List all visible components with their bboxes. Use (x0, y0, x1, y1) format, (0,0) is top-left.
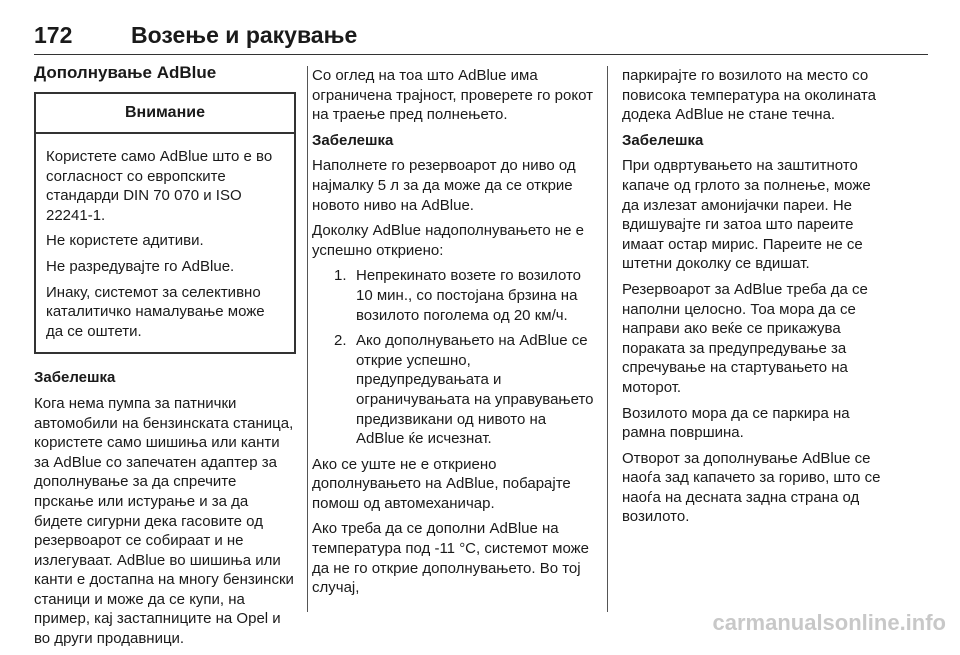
list-item-number: 1. (334, 267, 347, 285)
note-body: Кога нема пумпа за патнички автомобили на бензинската станица, користете само шишиња или канти за AdBlue со запечатен адаптер за дополнување за да спречите прскање или истурање и за да бидете сигурни дека гасовите од резервоарот се собираат и не излегуваат. AdBlue во шишиња или канти е достапна на многу бензински станици и може да се купи, на пример, кај застапниците на Opel и во други продавници. (34, 394, 294, 648)
warning-paragraph: Користете само AdBlue што е во согласност со европските стандарди DIN 70 070 и ISO 22241-1. (46, 148, 273, 224)
warning-paragraph: Не користете адитиви. (46, 232, 204, 250)
column-2 (312, 66, 594, 604)
note-title: Забелешка (34, 369, 116, 387)
note-body: Наполнете го резервоарот до ниво од најмалку 5 л за да може да се открие новото ниво на AdBlue. (312, 157, 576, 214)
paragraph: Ако се уште не е откриено дополнувањето на AdBlue, побарајте помош од автомеханичар. (312, 455, 571, 512)
list-item (312, 331, 594, 449)
paragraph: Доколку AdBlue надополнувањето не е успешно откриено: (312, 222, 585, 259)
warning-box (34, 92, 296, 354)
list-item (312, 266, 594, 325)
note-title: Забелешка (312, 131, 394, 149)
list-item-text: Ако дополнувањето на AdBlue се открие успешно, предупредувањата и ограничувањата на управувањето предизвикани од нивото на AdBlue ќе исчезнат. (356, 332, 594, 448)
warning-body (36, 134, 294, 352)
watermark: carmanualsonline.info (712, 610, 946, 635)
paragraph: Отворот за дополнување AdBlue се наоѓа зад капачето за гориво, што се наоѓа на десната задна страна од возилото. (622, 449, 881, 526)
column-3 (622, 66, 884, 533)
paragraph: паркирајте го возилото на место со повисока температура на околината додека AdBlue не стане течна. (622, 67, 876, 124)
paragraph: Возилото мора да се паркира на рамна површина. (622, 404, 850, 442)
paragraph: Резервоарот за AdBlue треба да се наполни целосно. Тоа мора да се направи ако веќе се прикажува пораката за предупредување за спречување на стартувањето на моторот. (622, 280, 868, 396)
section-title: Дополнување AdBlue (34, 63, 217, 82)
page-number: 172 (34, 22, 73, 48)
page-header (34, 10, 928, 55)
list-item-text: Непрекинато возете го возилото 10 мин., со постојана брзина на возилото поголема од 20 км/ч. (356, 267, 582, 324)
column-divider (607, 66, 608, 612)
note-body: При одвртувањето на заштитното капаче од грлото за полнење, може да излезат амонијачки пареи. Не вдишувајте ги затоа што пареите имаат остар мирис. Пареите не се штетни доколку се вдишат. (622, 157, 871, 273)
note-title: Забелешка (622, 131, 704, 149)
chapter-title: Возење и ракување (131, 22, 358, 48)
warning-paragraph: Не разредувајте го AdBlue. (46, 257, 235, 275)
column-1 (34, 62, 298, 655)
numbered-list (312, 266, 594, 448)
warning-paragraph: Инаку, системот за селективно каталитичко намалување може да се оштети. (46, 283, 265, 340)
warning-title: Внимание (36, 94, 294, 134)
paragraph: Ако треба да се дополни AdBlue на температура под -11 °C, системот може да не го открие дополнувањето. Во тој случај, (312, 520, 590, 597)
column-divider (307, 66, 308, 612)
list-item-number: 2. (334, 332, 347, 350)
paragraph: Со оглед на тоа што AdBlue има ограничена трајност, проверете го рокот на траење пред полнењето. (312, 67, 593, 124)
